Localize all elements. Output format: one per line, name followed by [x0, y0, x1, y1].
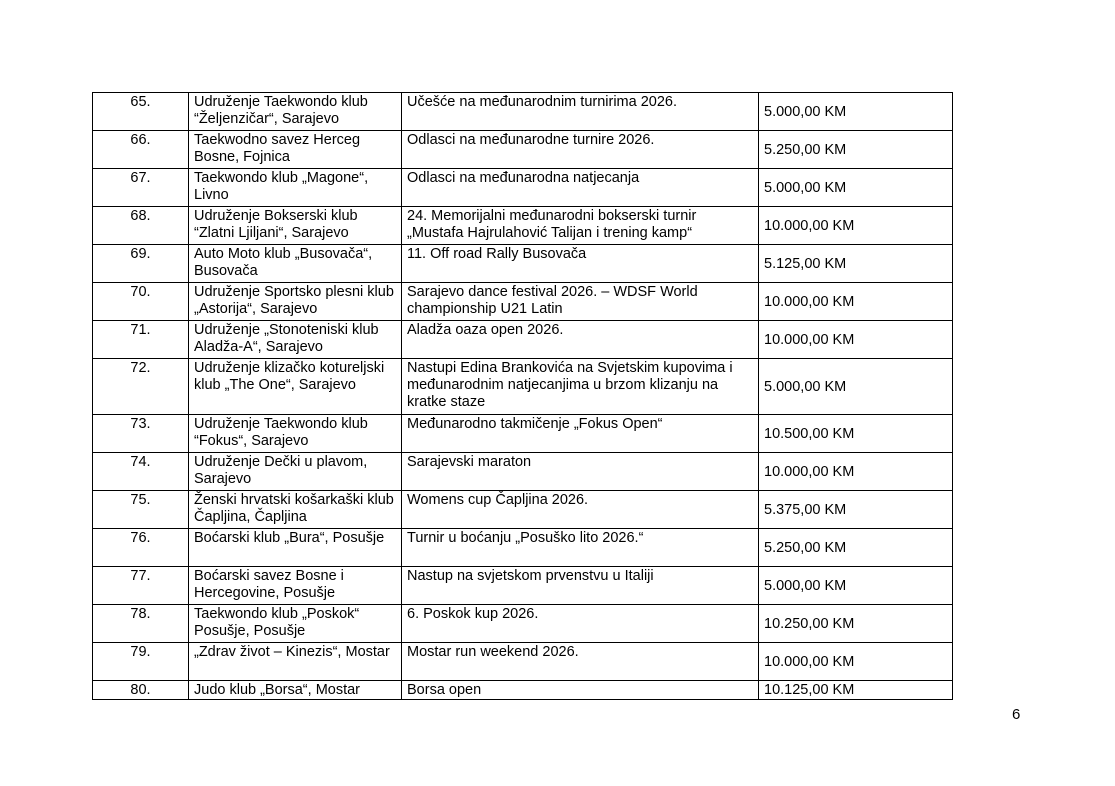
amount-value: 10.000,00 KM [759, 321, 953, 359]
amount-value: 5.000,00 KM [759, 359, 953, 415]
amount-value: 5.000,00 KM [759, 169, 953, 207]
table-row [93, 529, 953, 567]
row-number: 78. [93, 605, 189, 643]
table-row [93, 169, 953, 207]
organization-name: Taekwodno savez Herceg Bosne, Fojnica [189, 131, 402, 169]
amount-value: 10.500,00 KM [759, 415, 953, 453]
row-number: 70. [93, 283, 189, 321]
organization-name: Judo klub „Borsa“, Mostar [189, 681, 402, 700]
row-number: 72. [93, 359, 189, 415]
amount-value: 10.250,00 KM [759, 605, 953, 643]
table-row [93, 453, 953, 491]
amount-value: 10.125,00 KM [759, 681, 953, 700]
purpose-text: Aladža oaza open 2026. [402, 321, 759, 359]
table-row [93, 681, 953, 700]
purpose-text: Turnir u boćanju „Posuško lito 2026.“ [402, 529, 759, 567]
purpose-text: Sarajevo dance festival 2026. – WDSF World championship U21 Latin [402, 283, 759, 321]
row-number: 69. [93, 245, 189, 283]
table-row [93, 491, 953, 529]
table-row [93, 283, 953, 321]
organization-name: Udruženje Dečki u plavom, Sarajevo [189, 453, 402, 491]
amount-value: 10.000,00 KM [759, 643, 953, 681]
amount-value: 5.000,00 KM [759, 567, 953, 605]
page-number: 6 [1012, 706, 1021, 723]
table-row [93, 321, 953, 359]
organization-name: Boćarski savez Bosne i Hercegovine, Posušje [189, 567, 402, 605]
organization-name: Ženski hrvatski košarkaški klub Čapljina, Čapljina [189, 491, 402, 529]
row-number: 67. [93, 169, 189, 207]
amount-value: 5.000,00 KM [759, 93, 953, 131]
row-number: 80. [93, 681, 189, 700]
row-number: 71. [93, 321, 189, 359]
table-row [93, 359, 953, 415]
organization-name: Udruženje klizačko kotureljski klub „The One“, Sarajevo [189, 359, 402, 415]
row-number: 74. [93, 453, 189, 491]
row-number: 76. [93, 529, 189, 567]
table-row [93, 131, 953, 169]
purpose-text: Međunarodno takmičenje „Fokus Open“ [402, 415, 759, 453]
purpose-text: Mostar run weekend 2026. [402, 643, 759, 681]
table-row [93, 643, 953, 681]
organization-name: Udruženje „Stonoteniski klub Aladža-A“, Sarajevo [189, 321, 402, 359]
organization-name: Udruženje Bokserski klub “Zlatni Ljiljani“, Sarajevo [189, 207, 402, 245]
organization-name: Udruženje Taekwondo klub “Željenzičar“, Sarajevo [189, 93, 402, 131]
purpose-text: 6. Poskok kup 2026. [402, 605, 759, 643]
table-row [93, 567, 953, 605]
organization-name: Taekwondo klub „Magone“, Livno [189, 169, 402, 207]
row-number: 73. [93, 415, 189, 453]
row-number: 66. [93, 131, 189, 169]
amount-value: 10.000,00 KM [759, 453, 953, 491]
table-row [93, 605, 953, 643]
amount-value: 10.000,00 KM [759, 283, 953, 321]
organization-name: Udruženje Sportsko plesni klub „Astorija“, Sarajevo [189, 283, 402, 321]
table-row [93, 245, 953, 283]
amount-value: 5.125,00 KM [759, 245, 953, 283]
purpose-text: Nastupi Edina Brankovića na Svjetskim kupovima i međunarodnim natjecanjima u brzom klizanju na kratke staze [402, 359, 759, 415]
organization-name: Taekwondo klub „Poskok“ Posušje, Posušje [189, 605, 402, 643]
purpose-text: 24. Memorijalni međunarodni bokserski turnir „Mustafa Hajrulahović Talijan i trening kamp“ [402, 207, 759, 245]
purpose-text: Odlasci na međunarodne turnire 2026. [402, 131, 759, 169]
table-row [93, 207, 953, 245]
table-row [93, 93, 953, 131]
purpose-text: Učešće na međunarodnim turnirima 2026. [402, 93, 759, 131]
amount-value: 10.000,00 KM [759, 207, 953, 245]
grants-table [92, 92, 953, 700]
purpose-text: Odlasci na međunarodna natjecanja [402, 169, 759, 207]
purpose-text: Borsa open [402, 681, 759, 700]
purpose-text: 11. Off road Rally Busovača [402, 245, 759, 283]
row-number: 65. [93, 93, 189, 131]
amount-value: 5.375,00 KM [759, 491, 953, 529]
amount-value: 5.250,00 KM [759, 529, 953, 567]
purpose-text: Sarajevski maraton [402, 453, 759, 491]
row-number: 75. [93, 491, 189, 529]
row-number: 79. [93, 643, 189, 681]
amount-value: 5.250,00 KM [759, 131, 953, 169]
table-row [93, 415, 953, 453]
organization-name: Boćarski klub „Bura“, Posušje [189, 529, 402, 567]
row-number: 68. [93, 207, 189, 245]
organization-name: Udruženje Taekwondo klub “Fokus“, Sarajevo [189, 415, 402, 453]
purpose-text: Womens cup Čapljina 2026. [402, 491, 759, 529]
organization-name: „Zdrav život – Kinezis“, Mostar [189, 643, 402, 681]
row-number: 77. [93, 567, 189, 605]
organization-name: Auto Moto klub „Busovača“, Busovača [189, 245, 402, 283]
purpose-text: Nastup na svjetskom prvenstvu u Italiji [402, 567, 759, 605]
